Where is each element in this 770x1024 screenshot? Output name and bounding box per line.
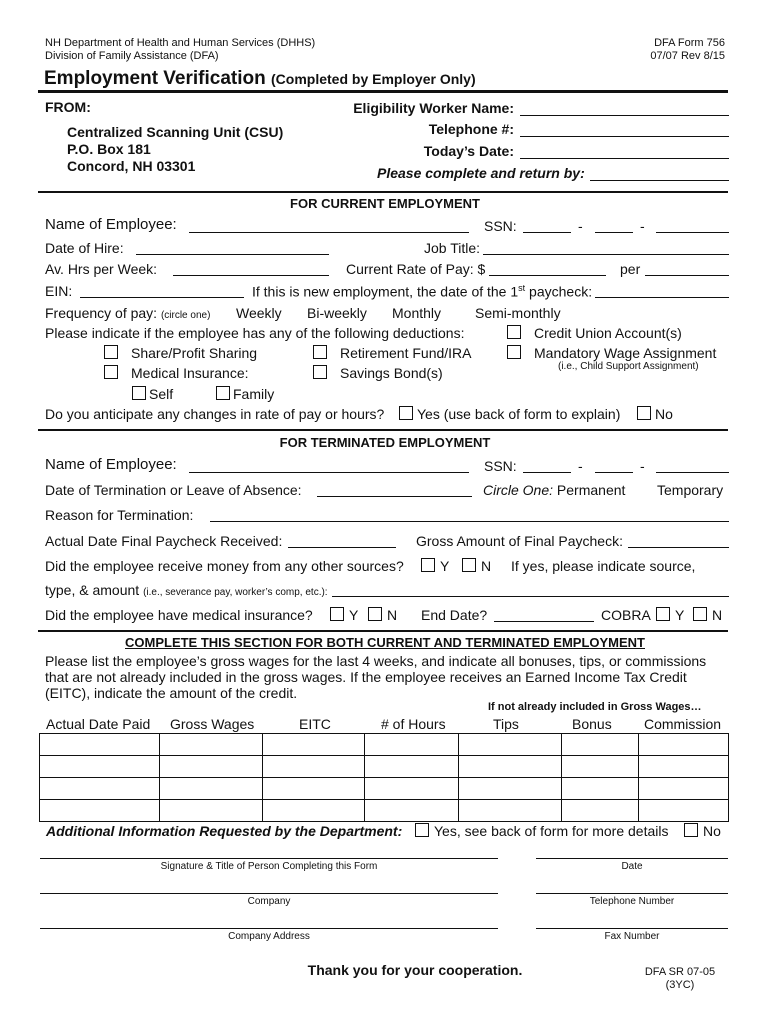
checkbox-icon[interactable] <box>656 607 670 621</box>
final-paycheck-amount-label: Gross Amount of Final Paycheck: <box>416 533 623 549</box>
company-caption: Company <box>247 896 291 907</box>
terminated-ssn-part3[interactable] <box>656 472 729 473</box>
table-cell[interactable] <box>459 778 562 800</box>
job-title-label: Job Title: <box>424 240 481 256</box>
col-tips: Tips <box>493 716 519 732</box>
checkbox-icon[interactable] <box>313 345 327 359</box>
checkbox-icon[interactable] <box>507 345 521 359</box>
terminated-ssn-part2[interactable] <box>595 472 633 473</box>
todays-date-label: Today’s Date: <box>423 143 514 159</box>
type-amount-field[interactable] <box>332 596 729 597</box>
table-cell[interactable] <box>639 734 729 756</box>
changes-yes-option[interactable]: Yes (use back of form to explain) <box>399 406 620 422</box>
fax-caption: Fax Number <box>604 931 660 942</box>
division-name: Division of Family Assistance (DFA) <box>45 50 219 62</box>
table-cell[interactable] <box>40 756 160 778</box>
from-label: FROM: <box>45 99 91 115</box>
table-cell[interactable] <box>365 756 459 778</box>
col-eitc: EITC <box>299 716 331 732</box>
col-gross-wages: Gross Wages <box>170 716 255 732</box>
telephone-field[interactable] <box>520 136 729 137</box>
savings-bond-option[interactable]: Savings Bond(s) <box>313 365 443 381</box>
job-title-field[interactable] <box>483 254 729 255</box>
table-row <box>40 734 729 756</box>
signature-field[interactable] <box>40 858 498 859</box>
ssn-dash: - <box>640 218 645 234</box>
table-cell[interactable] <box>639 756 729 778</box>
title-rule <box>38 90 728 93</box>
eligibility-worker-field[interactable] <box>520 115 729 116</box>
other-sources-no[interactable]: N <box>462 558 491 574</box>
checkbox-icon[interactable] <box>693 607 707 621</box>
table-cell[interactable] <box>459 734 562 756</box>
freq-weekly[interactable]: Weekly <box>236 305 282 321</box>
table-cell[interactable] <box>365 800 459 822</box>
first-paycheck-field[interactable] <box>595 297 729 298</box>
table-cell[interactable] <box>263 800 365 822</box>
checkbox-icon[interactable] <box>421 558 435 572</box>
checkbox-icon[interactable] <box>368 607 382 621</box>
checkbox-icon[interactable] <box>462 558 476 572</box>
checkbox-icon[interactable] <box>216 386 230 400</box>
changes-no-option[interactable]: No <box>637 406 673 422</box>
additional-info-yes[interactable]: Yes, see back of form for more details <box>415 823 668 839</box>
terminated-employee-name-field[interactable] <box>189 472 469 473</box>
not-included-note: If not already included in Gross Wages… <box>488 701 702 713</box>
hours-per-week-field[interactable] <box>173 275 329 276</box>
term-permanent[interactable]: Permanent <box>556 482 626 498</box>
ssn-dash: - <box>578 458 583 474</box>
table-cell[interactable] <box>263 756 365 778</box>
hire-date-label: Date of Hire: <box>45 240 124 256</box>
fax-number-field[interactable] <box>536 928 728 929</box>
table-cell[interactable] <box>40 734 160 756</box>
col-bonus: Bonus <box>572 716 612 732</box>
term-type-options: Circle One: Permanent <box>483 482 626 498</box>
signature-caption: Signature & Title of Person Completing this Form <box>160 861 378 872</box>
medical-no[interactable]: N <box>368 607 397 623</box>
table-cell[interactable] <box>160 734 263 756</box>
table-cell[interactable] <box>639 800 729 822</box>
form-revision: 07/07 Rev 8/15 <box>650 50 725 62</box>
table-cell[interactable] <box>40 778 160 800</box>
company-address-caption: Company Address <box>228 931 310 942</box>
mandatory-wage-option[interactable]: Mandatory Wage Assignment <box>507 345 716 361</box>
table-cell[interactable] <box>365 734 459 756</box>
medical-insurance-option[interactable]: Medical Insurance: <box>104 365 249 381</box>
table-cell[interactable] <box>562 778 639 800</box>
type-amount-label: type, & amount (i.e., severance pay, worker’s comp, etc.): <box>45 582 328 598</box>
section-rule-terminated <box>38 429 728 431</box>
from-address-line2: P.O. Box 181 <box>67 141 151 157</box>
table-cell[interactable] <box>562 756 639 778</box>
cobra-label: COBRA <box>601 607 651 623</box>
medical-insurance-question: Did the employee have medical insurance? <box>45 607 313 623</box>
checkbox-icon[interactable] <box>313 365 327 379</box>
table-cell[interactable] <box>160 800 263 822</box>
termination-date-field[interactable] <box>317 496 472 497</box>
final-paycheck-amount-field[interactable] <box>628 547 729 548</box>
checkbox-icon[interactable] <box>104 345 118 359</box>
return-by-field[interactable] <box>590 180 729 181</box>
rate-of-pay-field[interactable] <box>489 275 606 276</box>
current-employment-heading: FOR CURRENT EMPLOYMENT <box>290 196 480 211</box>
todays-date-field[interactable] <box>520 158 729 159</box>
cobra-no[interactable]: N <box>693 607 722 623</box>
section-rule-both <box>38 630 728 632</box>
frequency-label: Frequency of pay: (circle one) <box>45 305 211 321</box>
table-cell[interactable] <box>263 778 365 800</box>
termination-reason-label: Reason for Termination: <box>45 507 194 523</box>
checkbox-icon[interactable] <box>637 406 651 420</box>
form-title: Employment Verification (Completed by Employer Only) <box>44 68 476 89</box>
first-paycheck-label: If this is new employment, the date of the 1st paycheck: <box>252 283 593 300</box>
pay-period-field[interactable] <box>645 275 729 276</box>
table-row <box>40 778 729 800</box>
footer-code: DFA SR 07-05 <box>644 966 716 978</box>
telephone-number-field[interactable] <box>536 893 728 894</box>
current-employee-name-field[interactable] <box>189 232 469 233</box>
telephone-caption: Telephone Number <box>589 896 675 907</box>
freq-semimonthly[interactable]: Semi-monthly <box>475 305 561 321</box>
terminated-employee-name-label: Name of Employee: <box>45 456 177 473</box>
eligibility-worker-label: Eligibility Worker Name: <box>353 100 514 116</box>
share-profit-option[interactable]: Share/Profit Sharing <box>104 345 257 361</box>
per-label: per <box>620 261 641 277</box>
agency-name: NH Department of Health and Human Services (DHHS) <box>45 37 316 49</box>
table-cell[interactable] <box>562 734 639 756</box>
mandatory-wage-note: (i.e., Child Support Assignment) <box>558 361 699 372</box>
table-cell[interactable] <box>263 734 365 756</box>
current-ssn-part2[interactable] <box>595 232 633 233</box>
terminated-employment-heading: FOR TERMINATED EMPLOYMENT <box>279 435 491 450</box>
from-address-line1: Centralized Scanning Unit (CSU) <box>67 124 284 140</box>
checkbox-icon[interactable] <box>507 325 521 339</box>
current-ssn-label: SSN: <box>484 218 517 234</box>
ein-field[interactable] <box>80 297 244 298</box>
ssn-dash: - <box>640 458 645 474</box>
termination-reason-field[interactable] <box>210 521 729 522</box>
instructions-line1: Please list the employee’s gross wages for the last 4 weeks, and indicate all bonuses, tips, or commissions <box>45 653 707 669</box>
checkbox-icon[interactable] <box>684 823 698 837</box>
section-rule-current <box>38 191 728 193</box>
from-address-line3: Concord, NH 03301 <box>67 158 196 174</box>
other-sources-yes[interactable]: Y <box>421 558 449 574</box>
cobra-yes[interactable]: Y <box>656 607 684 623</box>
ssn-dash: - <box>578 218 583 234</box>
checkbox-icon[interactable] <box>132 386 146 400</box>
rate-of-pay-label: Current Rate of Pay: $ <box>346 261 486 277</box>
freq-biweekly[interactable]: Bi-weekly <box>307 305 367 321</box>
hire-date-field[interactable] <box>136 254 329 255</box>
deductions-label: Please indicate if the employee has any of the following deductions: <box>45 325 465 341</box>
instructions-line3: (EITC), indicate the amount of the credit. <box>45 685 298 701</box>
ein-label: EIN: <box>45 283 73 299</box>
checkbox-icon[interactable] <box>104 365 118 379</box>
return-by-label: Please complete and return by: <box>377 165 585 181</box>
family-option[interactable]: Family <box>216 386 274 402</box>
table-cell[interactable] <box>40 800 160 822</box>
checkbox-icon[interactable] <box>399 406 413 420</box>
table-row <box>40 800 729 822</box>
table-cell[interactable] <box>160 778 263 800</box>
col-hours: # of Hours <box>381 716 446 732</box>
freq-monthly[interactable]: Monthly <box>392 305 442 321</box>
other-sources-question: Did the employee receive money from any other sources? <box>45 558 404 574</box>
if-yes-label: If yes, please indicate source, <box>511 558 696 574</box>
table-cell[interactable] <box>562 800 639 822</box>
changes-question: Do you anticipate any changes in rate of pay or hours? <box>45 406 385 422</box>
table-cell[interactable] <box>459 800 562 822</box>
end-date-field[interactable] <box>494 621 594 622</box>
instructions-line2: that are not already included in the gross wages. If the employee receives an Earned Income Tax Credit <box>45 669 687 685</box>
table-row <box>40 756 729 778</box>
table-cell[interactable] <box>639 778 729 800</box>
date-caption: Date <box>621 861 643 872</box>
footer-subcode: (3YC) <box>665 979 695 991</box>
checkbox-icon[interactable] <box>330 607 344 621</box>
both-section-heading: COMPLETE THIS SECTION FOR BOTH CURRENT AND TERMINATED EMPLOYMENT <box>125 635 645 650</box>
terminated-ssn-label: SSN: <box>484 458 517 474</box>
retirement-option[interactable]: Retirement Fund/IRA <box>313 345 472 361</box>
final-paycheck-date-field[interactable] <box>288 547 396 548</box>
term-temporary[interactable]: Temporary <box>657 482 724 498</box>
company-field[interactable] <box>40 893 498 894</box>
current-ssn-part1[interactable] <box>523 232 571 233</box>
final-paycheck-date-label: Actual Date Final Paycheck Received: <box>45 533 283 549</box>
current-employee-name-label: Name of Employee: <box>45 216 177 233</box>
termination-date-label: Date of Termination or Leave of Absence: <box>45 482 302 498</box>
hours-per-week-label: Av. Hrs per Week: <box>45 261 158 277</box>
col-commission: Commission <box>644 716 722 732</box>
form-number: DFA Form 756 <box>654 37 725 49</box>
thank-you-text: Thank you for your cooperation. <box>307 962 523 978</box>
additional-info-label: Additional Information Requested by the Department: <box>46 823 403 839</box>
terminated-ssn-part1[interactable] <box>523 472 571 473</box>
wages-table <box>39 733 729 822</box>
credit-union-option[interactable]: Credit Union Account(s) <box>507 325 682 341</box>
table-cell[interactable] <box>459 756 562 778</box>
current-ssn-part3[interactable] <box>656 232 729 233</box>
end-date-label: End Date? <box>421 607 488 623</box>
company-address-field[interactable] <box>40 928 498 929</box>
date-field[interactable] <box>536 858 728 859</box>
telephone-label: Telephone #: <box>428 121 514 137</box>
medical-yes[interactable]: Y <box>330 607 358 623</box>
table-cell[interactable] <box>365 778 459 800</box>
checkbox-icon[interactable] <box>415 823 429 837</box>
self-option[interactable]: Self <box>132 386 173 402</box>
additional-info-no[interactable]: No <box>684 823 721 839</box>
col-date-paid: Actual Date Paid <box>46 716 151 732</box>
table-cell[interactable] <box>160 756 263 778</box>
